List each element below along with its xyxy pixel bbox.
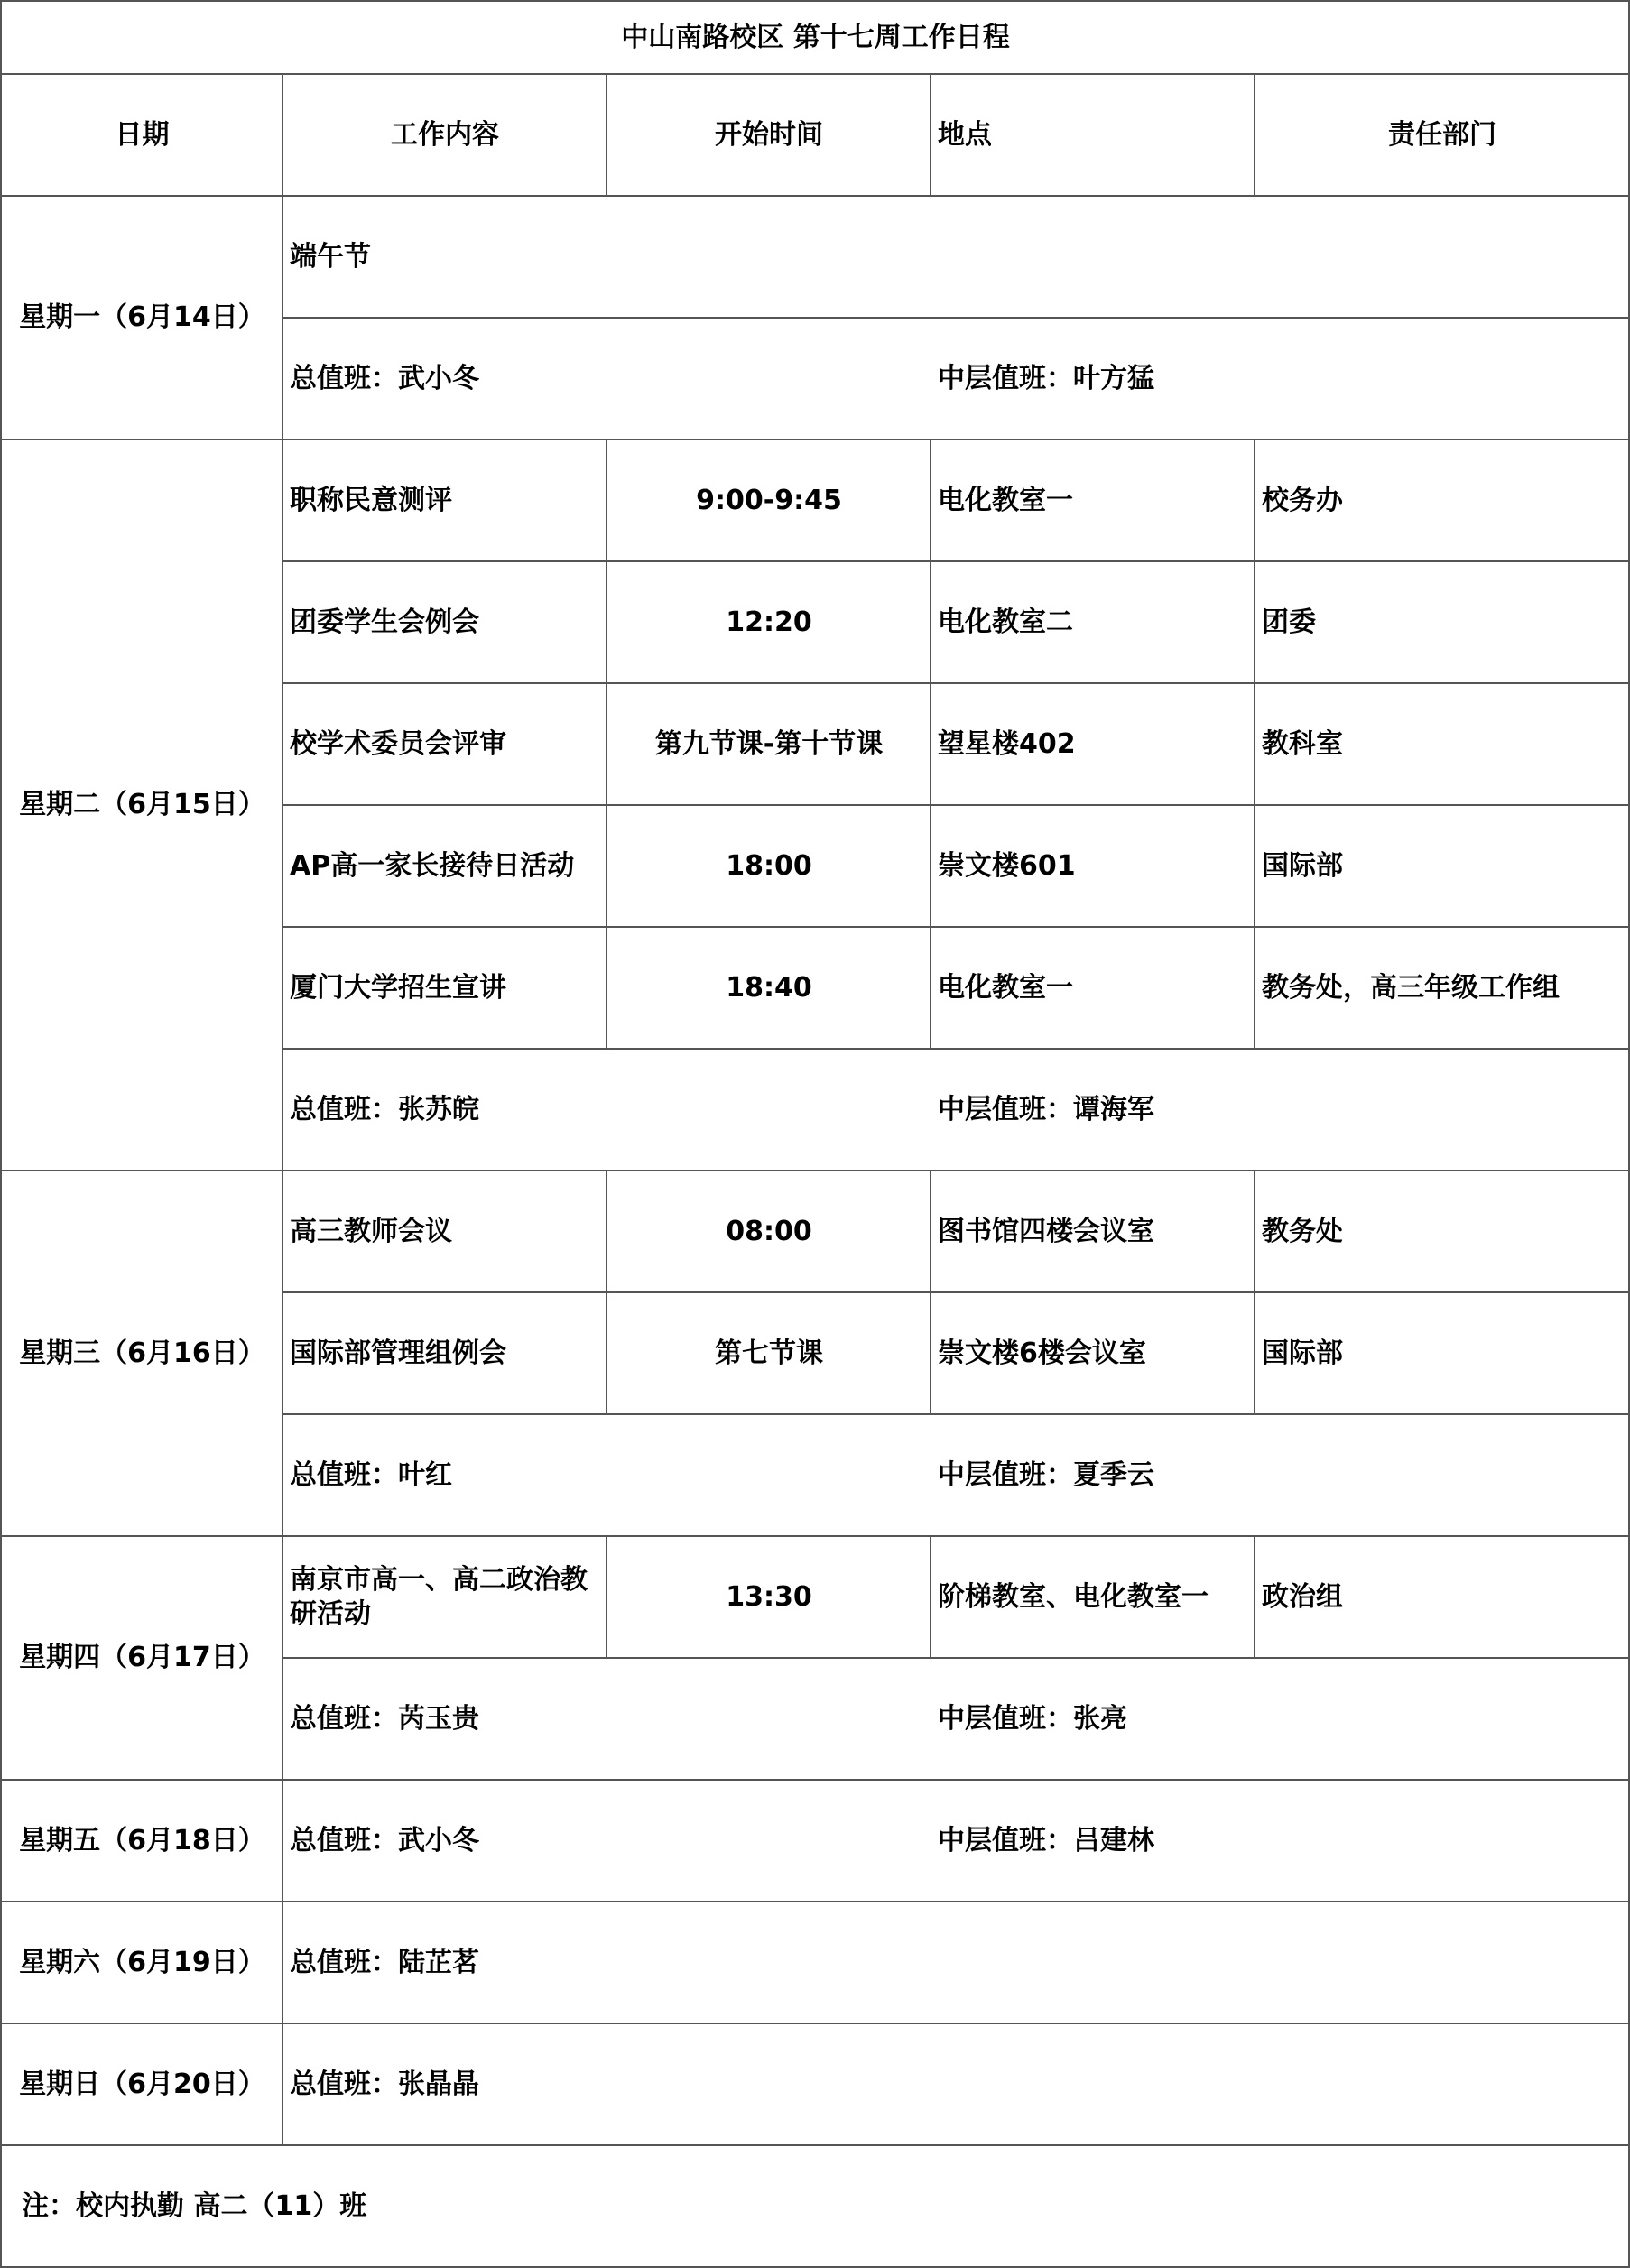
duty-middle: 中层值班：叶方猛 [931, 319, 1630, 440]
event-location: 电化教室一 [931, 440, 1255, 562]
event-content: 国际部管理组例会 [283, 1293, 607, 1415]
duty-middle: 中层值班：张亮 [931, 1659, 1630, 1781]
event-location: 崇文楼6楼会议室 [931, 1293, 1255, 1415]
footer-note: 注：校内执勤 高二（11）班 [2, 2146, 1630, 2268]
event-start-time: 9:00-9:45 [607, 440, 931, 562]
holiday-note: 端午节 [283, 197, 1630, 319]
date-cell-saturday: 星期六（6月19日） [2, 1902, 283, 2024]
event-content: 南京市高一、高二政治教研活动 [283, 1537, 607, 1659]
event-location: 电化教室二 [931, 562, 1255, 684]
date-cell-tuesday: 星期二（6月15日） [2, 440, 283, 1171]
event-department: 教务处，高三年级工作组 [1255, 928, 1630, 1050]
duty-general: 总值班：陆芷茗 [283, 1902, 1630, 2024]
duty-general: 总值班：叶红 [283, 1415, 931, 1537]
event-department: 团委 [1255, 562, 1630, 684]
date-cell-wednesday: 星期三（6月16日） [2, 1171, 283, 1537]
event-department: 国际部 [1255, 806, 1630, 928]
event-content: 高三教师会议 [283, 1171, 607, 1293]
header-content: 工作内容 [283, 75, 607, 197]
duty-middle: 中层值班：夏季云 [931, 1415, 1630, 1537]
event-content: 校学术委员会评审 [283, 684, 607, 806]
event-department: 校务办 [1255, 440, 1630, 562]
event-location: 阶梯教室、电化教室一 [931, 1537, 1255, 1659]
duty-general: 总值班：武小冬 [283, 319, 931, 440]
event-content: AP高一家长接待日活动 [283, 806, 607, 928]
date-cell-friday: 星期五（6月18日） [2, 1781, 283, 1902]
event-start-time: 第七节课 [607, 1293, 931, 1415]
event-start-time: 18:00 [607, 806, 931, 928]
duty-general: 总值班：芮玉贵 [283, 1659, 931, 1781]
duty-middle: 中层值班：谭海军 [931, 1050, 1630, 1171]
duty-general: 总值班：张苏皖 [283, 1050, 931, 1171]
event-content: 团委学生会例会 [283, 562, 607, 684]
event-start-time: 18:40 [607, 928, 931, 1050]
duty-middle: 中层值班：吕建林 [931, 1781, 1630, 1902]
event-department: 政治组 [1255, 1537, 1630, 1659]
event-location: 图书馆四楼会议室 [931, 1171, 1255, 1293]
event-start-time: 第九节课-第十节课 [607, 684, 931, 806]
header-start-time: 开始时间 [607, 75, 931, 197]
duty-general: 总值班：武小冬 [283, 1781, 931, 1902]
event-location: 电化教室一 [931, 928, 1255, 1050]
event-content: 厦门大学招生宣讲 [283, 928, 607, 1050]
event-start-time: 08:00 [607, 1171, 931, 1293]
event-start-time: 13:30 [607, 1537, 931, 1659]
date-cell-monday: 星期一（6月14日） [2, 197, 283, 440]
page-title: 中山南路校区 第十七周工作日程 [2, 2, 1630, 75]
event-location: 望星楼402 [931, 684, 1255, 806]
header-department: 责任部门 [1255, 75, 1630, 197]
date-cell-sunday: 星期日（6月20日） [2, 2024, 283, 2146]
duty-general: 总值班：张晶晶 [283, 2024, 1630, 2146]
event-department: 教科室 [1255, 684, 1630, 806]
event-location: 崇文楼601 [931, 806, 1255, 928]
header-location: 地点 [931, 75, 1255, 197]
event-department: 国际部 [1255, 1293, 1630, 1415]
event-content: 职称民意测评 [283, 440, 607, 562]
event-department: 教务处 [1255, 1171, 1630, 1293]
event-start-time: 12:20 [607, 562, 931, 684]
header-date: 日期 [2, 75, 283, 197]
date-cell-thursday: 星期四（6月17日） [2, 1537, 283, 1781]
